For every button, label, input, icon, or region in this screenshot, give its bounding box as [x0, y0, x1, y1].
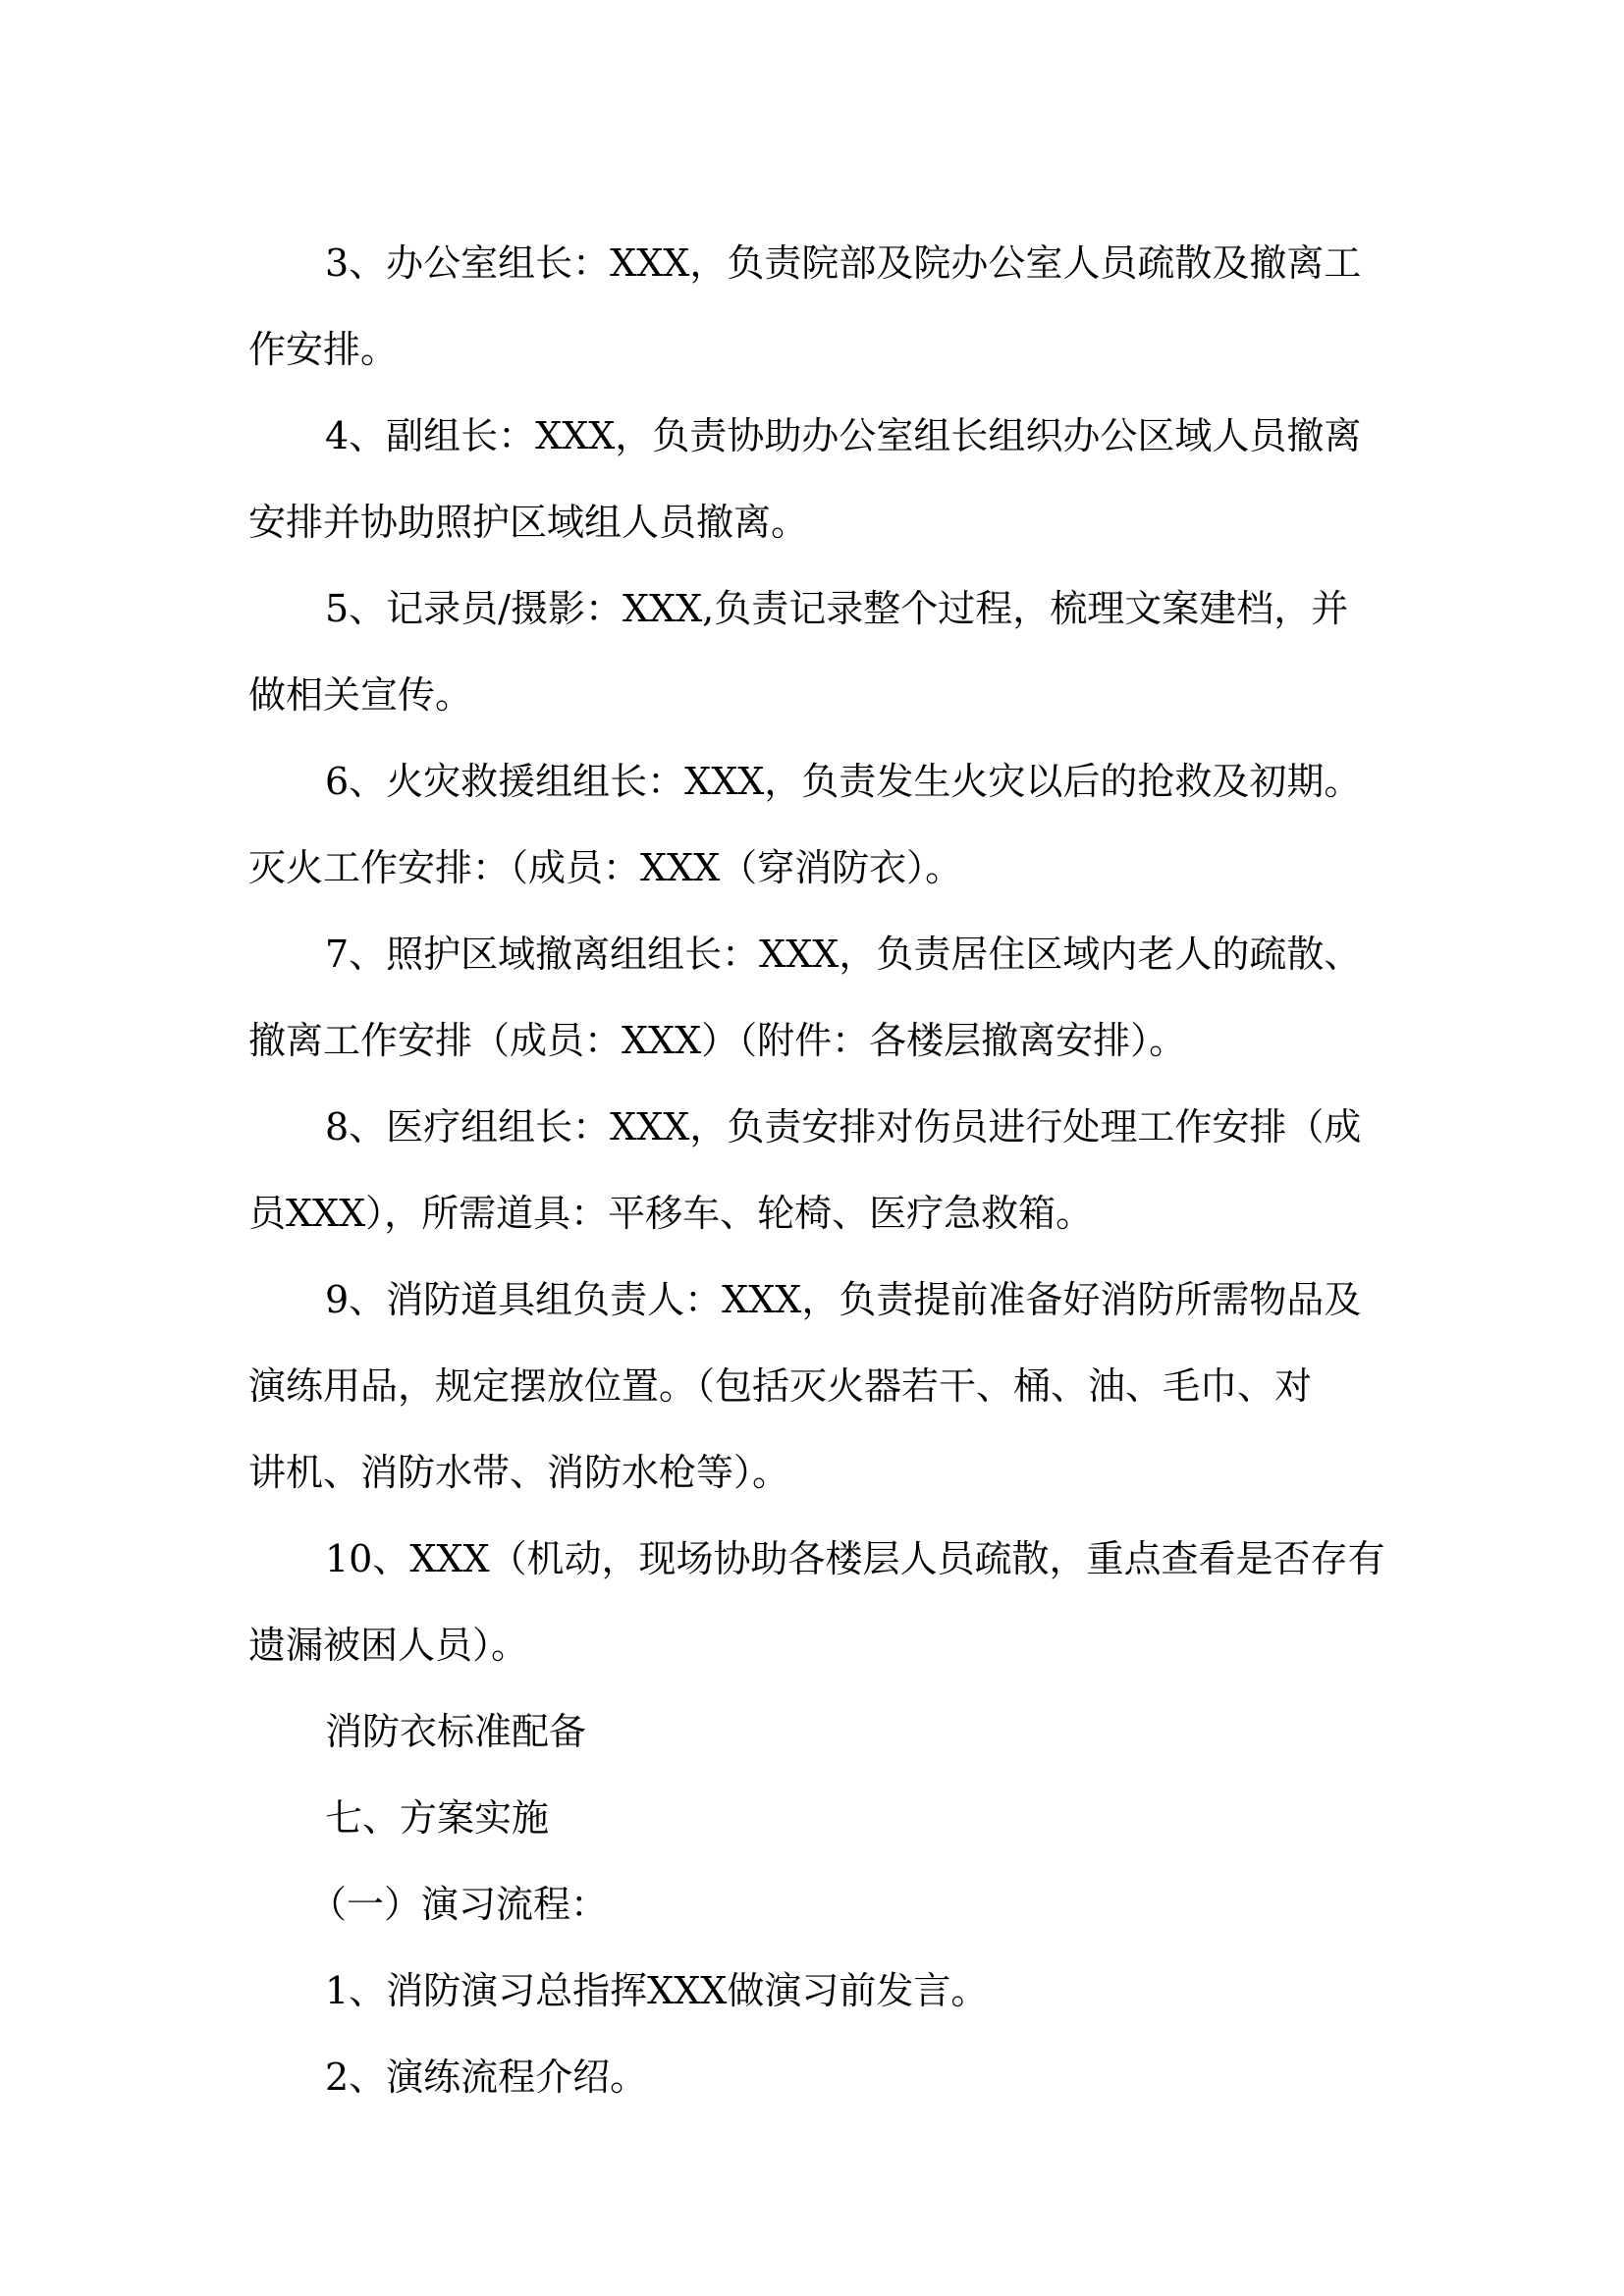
text-line: 灭火工作安排：（成员：XXX（穿消防衣）。	[248, 846, 963, 889]
text-line: 遗漏被困人员）。	[248, 1624, 529, 1667]
paragraph	[248, 1516, 1385, 1688]
paragraph	[248, 911, 1368, 1084]
text-line: 员XXX），所需道具：平移车、轮椅、医疗急救箱。	[248, 1192, 1094, 1235]
text-line: 10、XXX（机动，现场协助各楼层人员疏散，重点查看是否存有	[325, 1537, 1385, 1580]
text-line: 演练用品，规定摆放位置。（包括灭火器若干、桶、油、毛巾、对	[248, 1364, 1313, 1408]
text-line: 5、记录员/摄影：XXX,负责记录整个过程，梳理文案建档，并	[325, 587, 1349, 630]
document-page	[248, 220, 1385, 2120]
text-line: 7、照护区域撤离组组长：XXX，负责居住区域内老人的疏散、	[325, 933, 1362, 976]
text-line: 3、办公室组长：XXX，负责院部及院办公室人员疏散及撤离工	[325, 241, 1362, 285]
text-line: （一）演习流程：	[309, 1883, 609, 1926]
paragraph	[248, 1775, 1368, 1861]
text-line: 8、医疗组组长：XXX，负责安排对伤员进行处理工作安排（成	[325, 1105, 1362, 1148]
text-line: 讲机、消防水带、消防水枪等）。	[248, 1451, 790, 1494]
text-line: 做相关宣传。	[248, 673, 473, 717]
paragraph	[248, 1256, 1368, 1516]
paragraph	[248, 1861, 1368, 1948]
paragraph	[248, 2034, 1368, 2120]
text-line: 消防衣标准配备	[325, 1710, 587, 1753]
text-line: 作安排。	[248, 328, 399, 371]
paragraph	[248, 393, 1368, 565]
paragraph	[248, 220, 1368, 393]
paragraph	[248, 565, 1368, 738]
paragraph	[248, 1688, 1368, 1775]
text-line: 9、消防道具组负责人：XXX，负责提前准备好消防所需物品及	[325, 1278, 1362, 1321]
paragraph	[248, 738, 1368, 911]
paragraph	[248, 1084, 1368, 1256]
text-line: 4、副组长：XXX，负责协助办公室组长组织办公区域人员撤离	[325, 414, 1362, 457]
text-line: 安排并协助照护区域组人员撤离。	[248, 501, 809, 544]
text-line: 2、演练流程介绍。	[325, 2056, 648, 2099]
text-line: 撤离工作安排（成员：XXX）（附件：各楼层撤离安排）。	[248, 1019, 1187, 1062]
text-line: 1、消防演习总指挥XXX做演习前发言。	[325, 1969, 989, 2012]
paragraph	[248, 1948, 1368, 2034]
text-line: 七、方案实施	[325, 1796, 550, 1840]
text-line: 6、火灾救援组组长：XXX，负责发生火灾以后的抢救及初期。	[325, 760, 1362, 803]
